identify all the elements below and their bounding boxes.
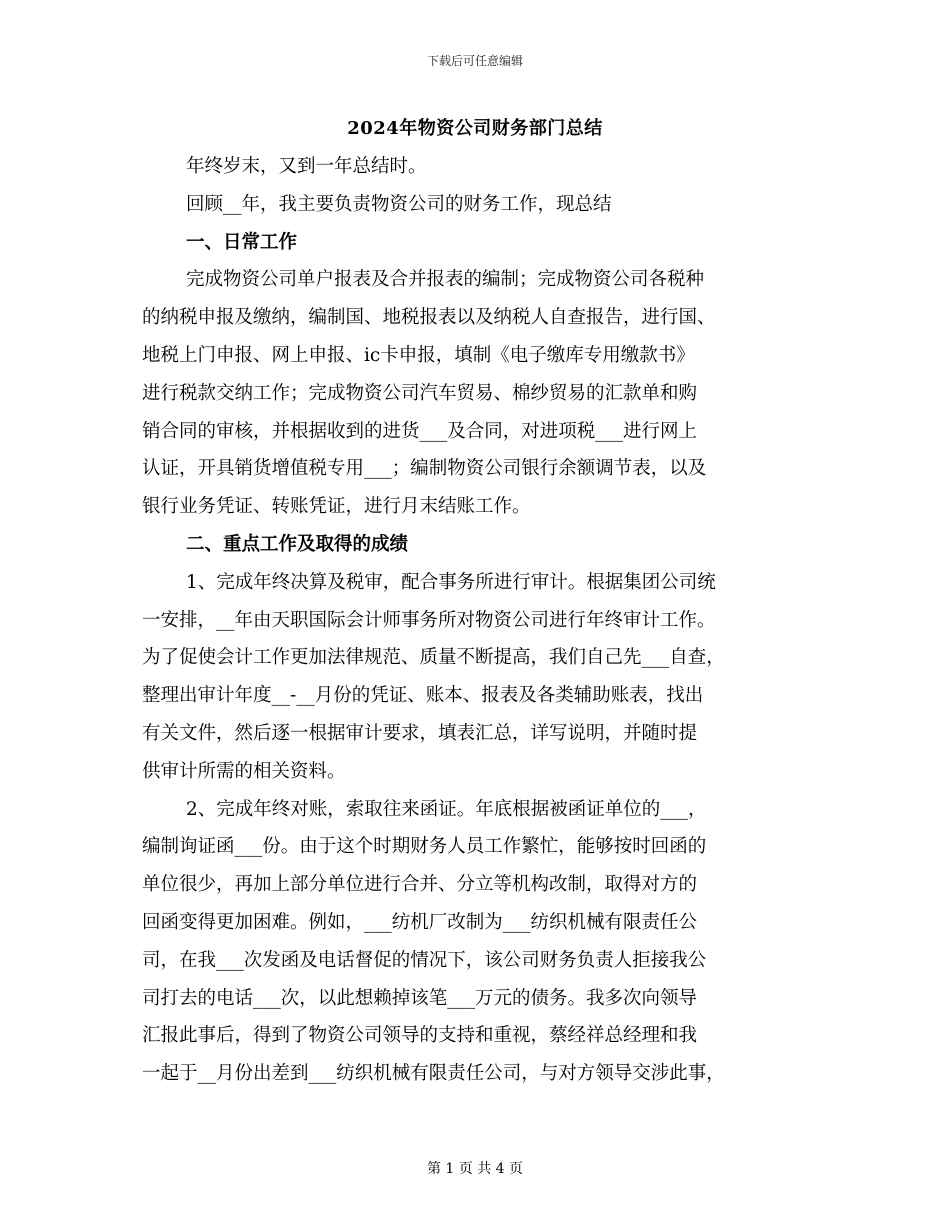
paragraph-line: 认证，开具销货增值税专用___；编制物资公司银行余额调节表，以及	[142, 458, 707, 480]
paragraph-line: 编制询证函___份。由于这个时期财务人员工作繁忙，能够按时回函的	[142, 836, 707, 858]
section-heading-daily-work: 一、日常工作	[186, 231, 298, 253]
page-header-note: 下载后可任意编辑	[426, 54, 523, 68]
paragraph-line: 司，在我___次发函及电话督促的情况下，该公司财务负责人拒接我公	[142, 949, 707, 971]
section-heading-key-work: 二、重点工作及取得的成绩	[186, 533, 409, 555]
document-title: 2024年物资公司财务部门总结	[347, 118, 603, 139]
paragraph-line: 为了促使会计工作更加法律规范、质量不断提高，我们自己先___自查，	[142, 647, 725, 669]
paragraph-line: 的纳税申报及缴纳，编制国、地税报表以及纳税人自查报告，进行国、	[142, 307, 716, 329]
paragraph-line: 回函变得更加困难。例如，___纺机厂改制为___纺织机械有限责任公	[142, 911, 698, 933]
page-number: 第 1 页 共 4 页	[426, 1161, 524, 1177]
paragraph-line: 供审计所需的相关资料。	[142, 760, 346, 782]
paragraph-line: 销合同的审核，并根据收到的进货___及合同，对进项税___进行网上	[142, 420, 698, 442]
paragraph-line: 银行业务凭证、转账凭证，进行月末结账工作。	[142, 496, 531, 518]
paragraph-line: 整理出审计年度__-__月份的凭证、账本、报表及各类辅助账表，找出	[142, 685, 704, 707]
paragraph-line: 汇报此事后，得到了物资公司领导的支持和重视，蔡经祥总经理和我	[142, 1025, 698, 1047]
paragraph-line: 1、完成年终决算及税审，配合事务所进行审计。根据集团公司统	[186, 571, 716, 593]
paragraph-line: 单位很少，再加上部分单位进行合并、分立等机构改制，取得对方的	[142, 874, 698, 896]
paragraph-line: 2、完成年终对账，索取往来函证。年底根据被函证单位的___，	[186, 798, 707, 820]
paragraph-line: 进行税款交纳工作；完成物资公司汽车贸易、棉纱贸易的汇款单和购	[142, 382, 698, 404]
paragraph-line: 一安排，__年由天职国际会计师事务所对物资公司进行年终审计工作。	[142, 609, 716, 631]
paragraph-line: 年终岁末，又到一年总结时。	[186, 156, 427, 177]
document-body	[142, 148, 814, 1093]
paragraph-line: 有关文件，然后逐一根据审计要求，填表汇总，详写说明，并随时提	[142, 722, 698, 744]
paragraph-line: 一起于__月份出差到___纺织机械有限责任公司，与对方领导交涉此事，	[142, 1063, 725, 1085]
paragraph-line: 完成物资公司单户报表及合并报表的编制；完成物资公司各税种	[186, 269, 705, 291]
paragraph-line: 回顾__年，我主要负责物资公司的财务工作，现总结	[186, 193, 612, 215]
paragraph-line: 地税上门申报、网上申报、ic卡申报，填制《电子缴库专用缴款书》	[142, 344, 695, 366]
paragraph-line: 司打去的电话___次，以此想赖掉该笔___万元的债务。我多次向领导	[142, 987, 698, 1009]
